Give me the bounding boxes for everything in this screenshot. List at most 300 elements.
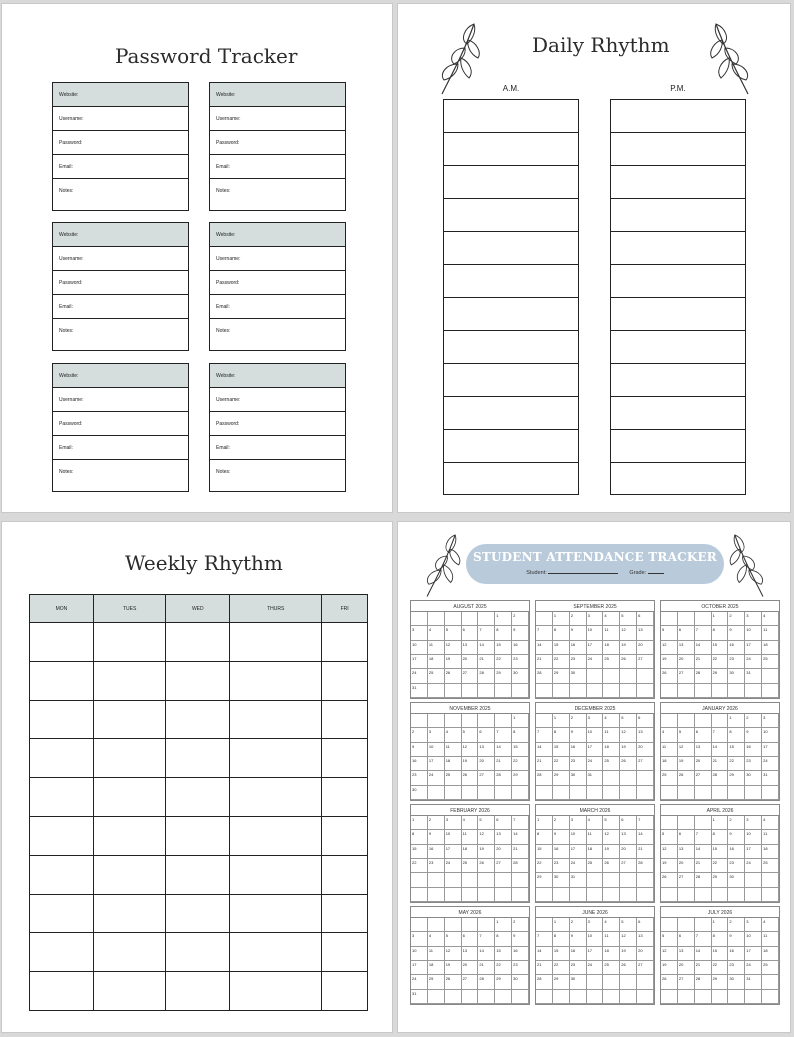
- day-cell[interactable]: 19: [445, 655, 462, 669]
- day-cell[interactable]: 16: [570, 947, 587, 961]
- time-slot[interactable]: [611, 165, 745, 198]
- day-cell[interactable]: 28: [478, 975, 495, 989]
- day-cell[interactable]: 26: [620, 961, 637, 975]
- day-cell[interactable]: [762, 975, 779, 989]
- day-cell[interactable]: 24: [745, 961, 762, 975]
- day-cell[interactable]: 1: [536, 816, 553, 830]
- day-cell[interactable]: 19: [661, 859, 678, 873]
- time-slot[interactable]: [444, 297, 578, 330]
- day-cell[interactable]: [462, 714, 479, 728]
- day-cell[interactable]: 13: [495, 830, 512, 844]
- day-cell[interactable]: [428, 714, 445, 728]
- day-cell[interactable]: 5: [603, 816, 620, 830]
- day-cell[interactable]: 26: [678, 771, 695, 785]
- day-cell[interactable]: [512, 873, 529, 887]
- day-cell[interactable]: 7: [478, 626, 495, 640]
- day-cell[interactable]: 11: [603, 728, 620, 742]
- day-cell[interactable]: 15: [553, 947, 570, 961]
- day-cell[interactable]: [536, 918, 553, 932]
- day-cell[interactable]: 3: [570, 816, 587, 830]
- day-cell[interactable]: 25: [661, 771, 678, 785]
- day-cell[interactable]: 8: [712, 626, 729, 640]
- weekly-cell[interactable]: [93, 661, 165, 700]
- day-cell[interactable]: 10: [411, 641, 428, 655]
- weekly-cell[interactable]: [166, 700, 230, 739]
- day-cell[interactable]: 24: [411, 669, 428, 683]
- day-cell[interactable]: 20: [695, 757, 712, 771]
- day-cell[interactable]: 2: [728, 816, 745, 830]
- day-cell[interactable]: 17: [587, 743, 604, 757]
- day-cell[interactable]: 14: [536, 641, 553, 655]
- day-cell[interactable]: 2: [745, 714, 762, 728]
- weekly-cell[interactable]: [30, 855, 94, 894]
- day-cell[interactable]: 20: [478, 757, 495, 771]
- day-cell[interactable]: 27: [637, 655, 654, 669]
- weekly-cell[interactable]: [166, 894, 230, 933]
- time-slot[interactable]: [444, 462, 578, 495]
- day-cell[interactable]: 13: [678, 947, 695, 961]
- weekly-cell[interactable]: [230, 894, 322, 933]
- day-cell[interactable]: 7: [695, 830, 712, 844]
- day-cell[interactable]: [495, 990, 512, 1004]
- day-cell[interactable]: [445, 684, 462, 698]
- day-cell[interactable]: [603, 990, 620, 1004]
- day-cell[interactable]: 9: [411, 743, 428, 757]
- day-cell[interactable]: [603, 786, 620, 800]
- day-cell[interactable]: 24: [587, 757, 604, 771]
- day-cell[interactable]: [428, 684, 445, 698]
- day-cell[interactable]: [762, 786, 779, 800]
- student-line[interactable]: [548, 573, 618, 574]
- day-cell[interactable]: 30: [411, 786, 428, 800]
- day-cell[interactable]: [536, 888, 553, 902]
- day-cell[interactable]: 9: [728, 932, 745, 946]
- weekly-cell[interactable]: [322, 816, 368, 855]
- day-cell[interactable]: 28: [712, 771, 729, 785]
- day-cell[interactable]: [462, 786, 479, 800]
- day-cell[interactable]: 30: [512, 669, 529, 683]
- day-cell[interactable]: [695, 714, 712, 728]
- day-cell[interactable]: 1: [553, 918, 570, 932]
- time-slot[interactable]: [611, 396, 745, 429]
- day-cell[interactable]: [745, 786, 762, 800]
- day-cell[interactable]: 5: [620, 714, 637, 728]
- day-cell[interactable]: [553, 888, 570, 902]
- password-field-row[interactable]: [53, 364, 188, 388]
- day-cell[interactable]: 4: [462, 816, 479, 830]
- day-cell[interactable]: 11: [445, 743, 462, 757]
- day-cell[interactable]: [428, 786, 445, 800]
- day-cell[interactable]: 22: [495, 961, 512, 975]
- weekly-cell[interactable]: [93, 778, 165, 817]
- day-cell[interactable]: 21: [712, 757, 729, 771]
- day-cell[interactable]: 7: [637, 816, 654, 830]
- day-cell[interactable]: 26: [661, 975, 678, 989]
- day-cell[interactable]: 19: [445, 961, 462, 975]
- day-cell[interactable]: 9: [570, 932, 587, 946]
- day-cell[interactable]: 5: [478, 816, 495, 830]
- day-cell[interactable]: [762, 684, 779, 698]
- day-cell[interactable]: 24: [745, 655, 762, 669]
- day-cell[interactable]: 15: [512, 743, 529, 757]
- day-cell[interactable]: 21: [536, 757, 553, 771]
- day-cell[interactable]: 21: [695, 859, 712, 873]
- day-cell[interactable]: 29: [553, 975, 570, 989]
- day-cell[interactable]: 29: [712, 975, 729, 989]
- day-cell[interactable]: 7: [695, 626, 712, 640]
- day-cell[interactable]: 21: [695, 961, 712, 975]
- day-cell[interactable]: [745, 684, 762, 698]
- day-cell[interactable]: 30: [728, 975, 745, 989]
- weekly-cell[interactable]: [322, 778, 368, 817]
- day-cell[interactable]: 2: [570, 918, 587, 932]
- day-cell[interactable]: 9: [745, 728, 762, 742]
- day-cell[interactable]: 27: [637, 757, 654, 771]
- day-cell[interactable]: [478, 918, 495, 932]
- day-cell[interactable]: 16: [728, 641, 745, 655]
- day-cell[interactable]: [620, 990, 637, 1004]
- day-cell[interactable]: 8: [553, 728, 570, 742]
- day-cell[interactable]: 27: [462, 975, 479, 989]
- day-cell[interactable]: 7: [512, 816, 529, 830]
- day-cell[interactable]: 20: [620, 845, 637, 859]
- day-cell[interactable]: 9: [553, 830, 570, 844]
- password-field-row[interactable]: [53, 179, 188, 208]
- day-cell[interactable]: 19: [620, 743, 637, 757]
- day-cell[interactable]: 23: [728, 655, 745, 669]
- day-cell[interactable]: 25: [445, 771, 462, 785]
- day-cell[interactable]: 21: [478, 655, 495, 669]
- day-cell[interactable]: 13: [462, 947, 479, 961]
- day-cell[interactable]: 22: [536, 859, 553, 873]
- password-field-row[interactable]: [210, 388, 345, 412]
- day-cell[interactable]: 19: [620, 947, 637, 961]
- day-cell[interactable]: [603, 873, 620, 887]
- day-cell[interactable]: 13: [695, 743, 712, 757]
- day-cell[interactable]: 15: [536, 845, 553, 859]
- day-cell[interactable]: [587, 990, 604, 1004]
- day-cell[interactable]: 13: [678, 845, 695, 859]
- weekly-cell[interactable]: [93, 700, 165, 739]
- day-cell[interactable]: [637, 684, 654, 698]
- day-cell[interactable]: 15: [728, 743, 745, 757]
- day-cell[interactable]: 23: [728, 859, 745, 873]
- day-cell[interactable]: 26: [661, 873, 678, 887]
- day-cell[interactable]: 4: [445, 728, 462, 742]
- day-cell[interactable]: 17: [411, 961, 428, 975]
- day-cell[interactable]: 5: [661, 932, 678, 946]
- day-cell[interactable]: 21: [637, 845, 654, 859]
- time-slot[interactable]: [444, 330, 578, 363]
- day-cell[interactable]: 17: [745, 947, 762, 961]
- day-cell[interactable]: [661, 684, 678, 698]
- day-cell[interactable]: 18: [603, 743, 620, 757]
- day-cell[interactable]: 1: [728, 714, 745, 728]
- day-cell[interactable]: [570, 786, 587, 800]
- day-cell[interactable]: [661, 990, 678, 1004]
- day-cell[interactable]: [762, 990, 779, 1004]
- time-slot[interactable]: [611, 462, 745, 495]
- day-cell[interactable]: [411, 612, 428, 626]
- day-cell[interactable]: [445, 990, 462, 1004]
- day-cell[interactable]: 12: [445, 947, 462, 961]
- day-cell[interactable]: 8: [553, 626, 570, 640]
- weekly-cell[interactable]: [230, 661, 322, 700]
- day-cell[interactable]: 1: [411, 816, 428, 830]
- day-cell[interactable]: 9: [512, 626, 529, 640]
- day-cell[interactable]: 25: [762, 655, 779, 669]
- day-cell[interactable]: 15: [712, 641, 729, 655]
- day-cell[interactable]: 8: [411, 830, 428, 844]
- day-cell[interactable]: 4: [762, 918, 779, 932]
- day-cell[interactable]: 17: [745, 845, 762, 859]
- day-cell[interactable]: 23: [570, 961, 587, 975]
- day-cell[interactable]: 20: [637, 947, 654, 961]
- day-cell[interactable]: 28: [637, 859, 654, 873]
- day-cell[interactable]: 18: [428, 961, 445, 975]
- day-cell[interactable]: 13: [462, 641, 479, 655]
- weekly-cell[interactable]: [30, 933, 94, 972]
- day-cell[interactable]: 12: [661, 641, 678, 655]
- day-cell[interactable]: 18: [587, 845, 604, 859]
- day-cell[interactable]: 8: [495, 626, 512, 640]
- day-cell[interactable]: 25: [462, 859, 479, 873]
- day-cell[interactable]: 29: [553, 669, 570, 683]
- day-cell[interactable]: 2: [728, 612, 745, 626]
- day-cell[interactable]: [462, 918, 479, 932]
- day-cell[interactable]: 31: [411, 684, 428, 698]
- day-cell[interactable]: 25: [603, 655, 620, 669]
- day-cell[interactable]: 8: [553, 932, 570, 946]
- day-cell[interactable]: 18: [462, 845, 479, 859]
- day-cell[interactable]: 22: [728, 757, 745, 771]
- day-cell[interactable]: [478, 873, 495, 887]
- day-cell[interactable]: 22: [712, 961, 729, 975]
- day-cell[interactable]: 5: [620, 612, 637, 626]
- day-cell[interactable]: 30: [553, 873, 570, 887]
- day-cell[interactable]: 14: [695, 641, 712, 655]
- day-cell[interactable]: [678, 918, 695, 932]
- day-cell[interactable]: [553, 786, 570, 800]
- day-cell[interactable]: 16: [411, 757, 428, 771]
- weekly-cell[interactable]: [93, 933, 165, 972]
- day-cell[interactable]: 26: [603, 859, 620, 873]
- day-cell[interactable]: 3: [411, 932, 428, 946]
- password-field-row[interactable]: [210, 460, 345, 489]
- password-field-row[interactable]: [210, 271, 345, 295]
- day-cell[interactable]: [603, 684, 620, 698]
- day-cell[interactable]: 14: [478, 641, 495, 655]
- day-cell[interactable]: 28: [695, 873, 712, 887]
- password-field-row[interactable]: [53, 460, 188, 489]
- day-cell[interactable]: 3: [745, 816, 762, 830]
- weekly-cell[interactable]: [93, 816, 165, 855]
- day-cell[interactable]: [637, 771, 654, 785]
- day-cell[interactable]: [678, 816, 695, 830]
- day-cell[interactable]: [695, 684, 712, 698]
- day-cell[interactable]: [445, 918, 462, 932]
- day-cell[interactable]: 27: [678, 873, 695, 887]
- time-slot[interactable]: [611, 363, 745, 396]
- day-cell[interactable]: 22: [553, 655, 570, 669]
- weekly-cell[interactable]: [230, 972, 322, 1011]
- password-field-row[interactable]: [210, 83, 345, 107]
- day-cell[interactable]: 9: [728, 626, 745, 640]
- day-cell[interactable]: 2: [728, 918, 745, 932]
- day-cell[interactable]: [587, 873, 604, 887]
- day-cell[interactable]: 28: [512, 859, 529, 873]
- weekly-cell[interactable]: [230, 623, 322, 662]
- day-cell[interactable]: [637, 873, 654, 887]
- day-cell[interactable]: 29: [495, 975, 512, 989]
- day-cell[interactable]: 13: [620, 830, 637, 844]
- day-cell[interactable]: 12: [661, 947, 678, 961]
- weekly-cell[interactable]: [166, 739, 230, 778]
- time-slot[interactable]: [611, 99, 745, 132]
- day-cell[interactable]: 29: [512, 771, 529, 785]
- day-cell[interactable]: 28: [695, 975, 712, 989]
- day-cell[interactable]: 15: [495, 947, 512, 961]
- day-cell[interactable]: 21: [536, 655, 553, 669]
- day-cell[interactable]: [603, 888, 620, 902]
- weekly-cell[interactable]: [30, 739, 94, 778]
- day-cell[interactable]: 14: [637, 830, 654, 844]
- day-cell[interactable]: 12: [661, 845, 678, 859]
- day-cell[interactable]: 16: [570, 641, 587, 655]
- day-cell[interactable]: 13: [637, 932, 654, 946]
- day-cell[interactable]: [428, 873, 445, 887]
- day-cell[interactable]: 16: [512, 641, 529, 655]
- day-cell[interactable]: 5: [620, 918, 637, 932]
- day-cell[interactable]: 13: [478, 743, 495, 757]
- day-cell[interactable]: 6: [678, 830, 695, 844]
- day-cell[interactable]: 26: [445, 975, 462, 989]
- day-cell[interactable]: 28: [695, 669, 712, 683]
- day-cell[interactable]: 15: [712, 947, 729, 961]
- day-cell[interactable]: [695, 816, 712, 830]
- day-cell[interactable]: 9: [570, 728, 587, 742]
- day-cell[interactable]: 15: [495, 641, 512, 655]
- day-cell[interactable]: 21: [695, 655, 712, 669]
- day-cell[interactable]: [512, 684, 529, 698]
- password-field-row[interactable]: [53, 412, 188, 436]
- day-cell[interactable]: [661, 888, 678, 902]
- day-cell[interactable]: 18: [428, 655, 445, 669]
- day-cell[interactable]: [678, 612, 695, 626]
- day-cell[interactable]: 6: [678, 626, 695, 640]
- day-cell[interactable]: 6: [478, 728, 495, 742]
- weekly-cell[interactable]: [166, 623, 230, 662]
- day-cell[interactable]: 11: [428, 947, 445, 961]
- weekly-cell[interactable]: [166, 661, 230, 700]
- day-cell[interactable]: 10: [745, 830, 762, 844]
- day-cell[interactable]: 30: [512, 975, 529, 989]
- day-cell[interactable]: 25: [587, 859, 604, 873]
- day-cell[interactable]: [745, 873, 762, 887]
- day-cell[interactable]: 31: [745, 669, 762, 683]
- day-cell[interactable]: [428, 612, 445, 626]
- time-slot[interactable]: [444, 231, 578, 264]
- day-cell[interactable]: [445, 873, 462, 887]
- day-cell[interactable]: 11: [762, 830, 779, 844]
- weekly-cell[interactable]: [322, 855, 368, 894]
- day-cell[interactable]: [462, 684, 479, 698]
- day-cell[interactable]: [637, 669, 654, 683]
- day-cell[interactable]: 2: [570, 714, 587, 728]
- day-cell[interactable]: 1: [712, 816, 729, 830]
- time-slot[interactable]: [444, 264, 578, 297]
- day-cell[interactable]: [620, 888, 637, 902]
- weekly-cell[interactable]: [166, 855, 230, 894]
- weekly-cell[interactable]: [93, 739, 165, 778]
- day-cell[interactable]: 23: [570, 757, 587, 771]
- day-cell[interactable]: 11: [603, 932, 620, 946]
- weekly-cell[interactable]: [30, 894, 94, 933]
- day-cell[interactable]: 26: [661, 669, 678, 683]
- day-cell[interactable]: 19: [603, 845, 620, 859]
- day-cell[interactable]: 30: [728, 669, 745, 683]
- day-cell[interactable]: [637, 975, 654, 989]
- day-cell[interactable]: 20: [637, 743, 654, 757]
- day-cell[interactable]: 15: [553, 743, 570, 757]
- day-cell[interactable]: 1: [495, 612, 512, 626]
- day-cell[interactable]: [712, 990, 729, 1004]
- day-cell[interactable]: [695, 918, 712, 932]
- day-cell[interactable]: 19: [620, 641, 637, 655]
- day-cell[interactable]: 7: [536, 626, 553, 640]
- day-cell[interactable]: 2: [428, 816, 445, 830]
- time-slot[interactable]: [444, 429, 578, 462]
- day-cell[interactable]: 21: [512, 845, 529, 859]
- day-cell[interactable]: [712, 684, 729, 698]
- day-cell[interactable]: [695, 786, 712, 800]
- day-cell[interactable]: 11: [603, 626, 620, 640]
- day-cell[interactable]: 8: [712, 830, 729, 844]
- time-slot[interactable]: [444, 165, 578, 198]
- day-cell[interactable]: 26: [620, 655, 637, 669]
- day-cell[interactable]: 5: [462, 728, 479, 742]
- day-cell[interactable]: [495, 888, 512, 902]
- day-cell[interactable]: [428, 888, 445, 902]
- day-cell[interactable]: 31: [587, 771, 604, 785]
- password-field-row[interactable]: [53, 107, 188, 131]
- day-cell[interactable]: 9: [728, 830, 745, 844]
- password-field-row[interactable]: [53, 436, 188, 460]
- day-cell[interactable]: 14: [495, 743, 512, 757]
- day-cell[interactable]: [536, 612, 553, 626]
- day-cell[interactable]: 21: [536, 961, 553, 975]
- day-cell[interactable]: [512, 990, 529, 1004]
- day-cell[interactable]: 6: [462, 626, 479, 640]
- day-cell[interactable]: 15: [712, 845, 729, 859]
- day-cell[interactable]: [678, 786, 695, 800]
- day-cell[interactable]: 16: [728, 845, 745, 859]
- weekly-cell[interactable]: [322, 700, 368, 739]
- day-cell[interactable]: 24: [587, 655, 604, 669]
- password-field-row[interactable]: [210, 247, 345, 271]
- day-cell[interactable]: 30: [745, 771, 762, 785]
- day-cell[interactable]: 24: [762, 757, 779, 771]
- day-cell[interactable]: 29: [536, 873, 553, 887]
- password-field-row[interactable]: [53, 131, 188, 155]
- day-cell[interactable]: 6: [637, 714, 654, 728]
- day-cell[interactable]: 30: [570, 669, 587, 683]
- day-cell[interactable]: [587, 786, 604, 800]
- day-cell[interactable]: 20: [462, 961, 479, 975]
- day-cell[interactable]: 17: [445, 845, 462, 859]
- day-cell[interactable]: 3: [587, 714, 604, 728]
- day-cell[interactable]: 22: [553, 757, 570, 771]
